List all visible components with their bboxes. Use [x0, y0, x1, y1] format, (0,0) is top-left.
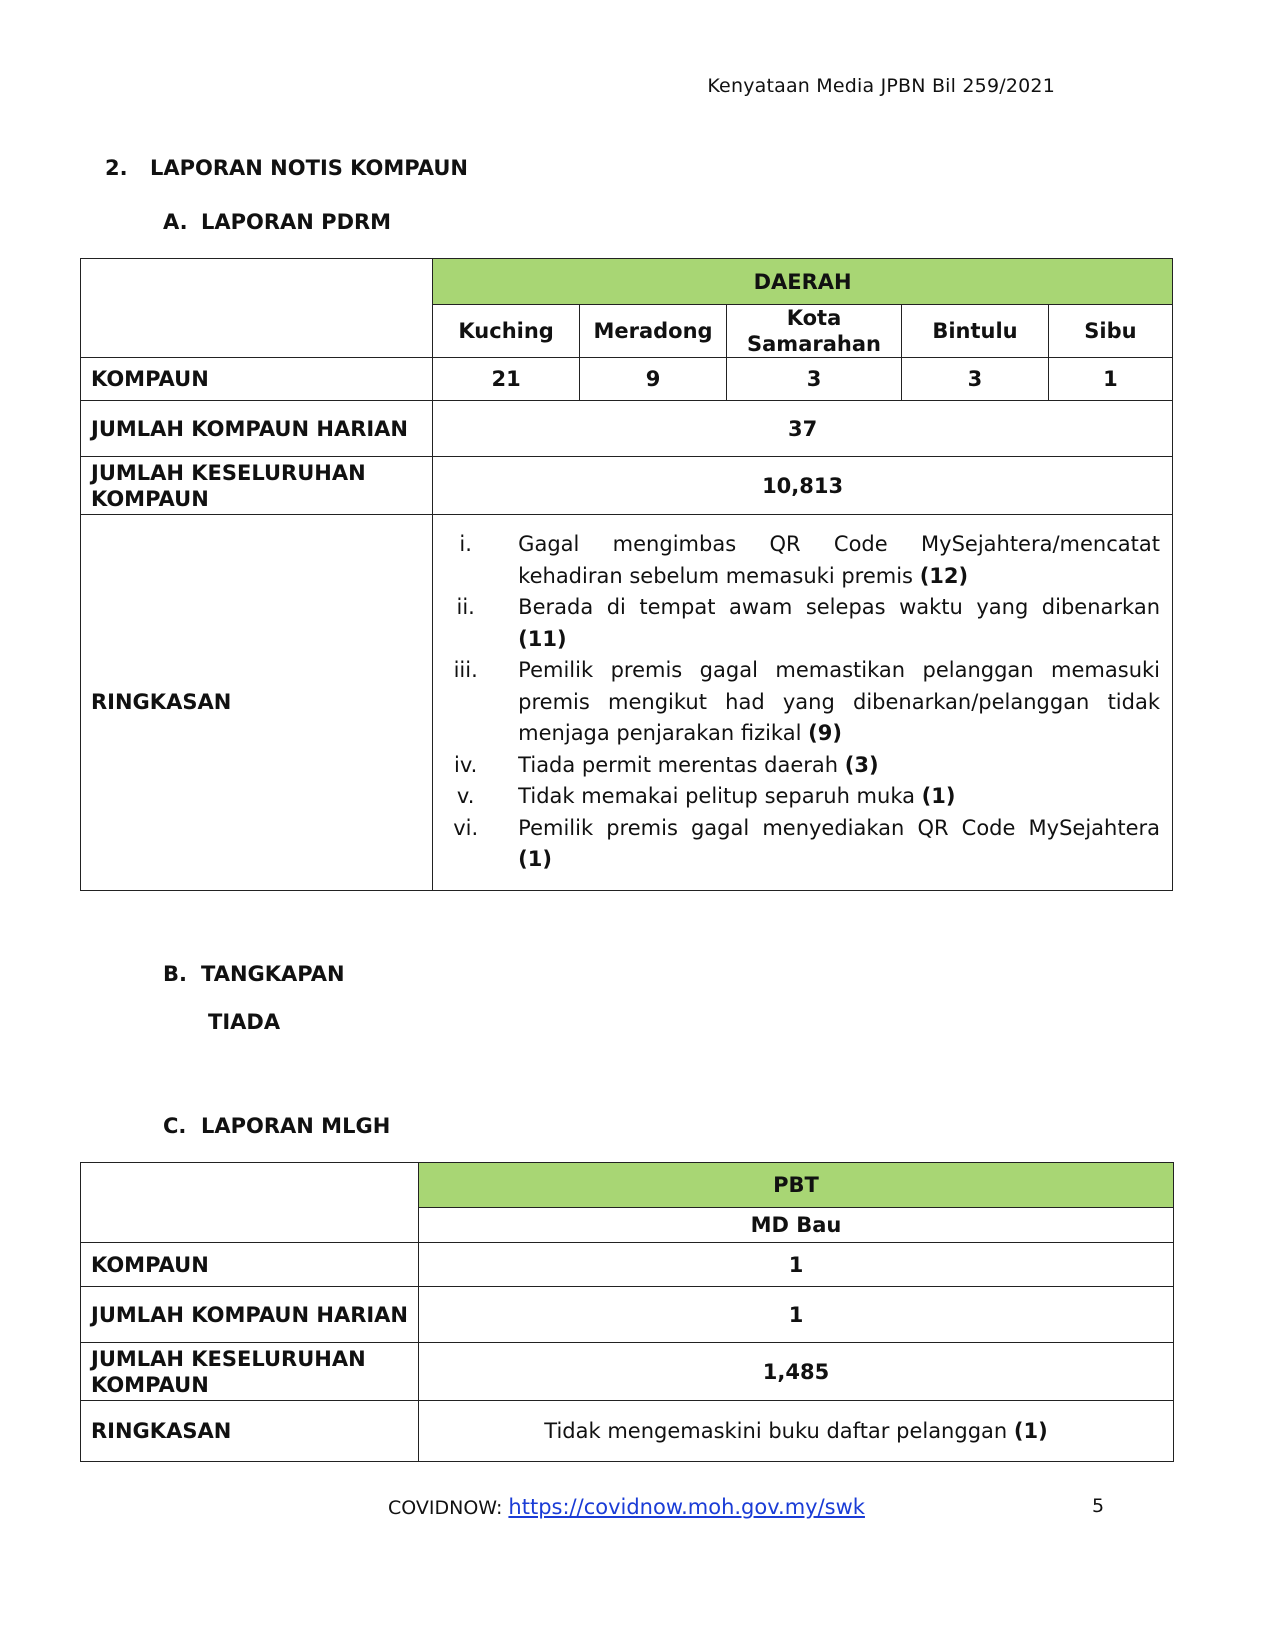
- covidnow-link[interactable]: https://covidnow.moh.gov.my/swk: [508, 1495, 865, 1519]
- kompaun-value: 3: [902, 358, 1049, 401]
- daily-total-label: JUMLAH KOMPAUN HARIAN: [81, 401, 433, 457]
- item-number: v.: [456, 784, 475, 808]
- summary-item: [433, 750, 1162, 782]
- arrest-status: TIADA: [208, 1010, 281, 1034]
- pbt-column-header: MD Bau: [419, 1208, 1174, 1243]
- pbt-header: PBT: [419, 1163, 1174, 1208]
- summary-label: RINGKASAN: [81, 515, 433, 891]
- item-number: i.: [459, 532, 472, 556]
- page-number: 5: [1092, 1495, 1105, 1517]
- part-b-letter: B.: [163, 962, 187, 986]
- item-text: Tiada permit merentas daerah: [518, 752, 839, 777]
- daily-total-value: 1: [419, 1287, 1174, 1343]
- daily-total-label: JUMLAH KOMPAUN HARIAN: [81, 1287, 419, 1343]
- overall-total-label: JUMLAH KESELURUHAN KOMPAUN: [81, 1343, 419, 1401]
- daily-total-value: 37: [433, 401, 1173, 457]
- daerah-header: DAERAH: [433, 259, 1173, 305]
- kompaun-label: KOMPAUN: [81, 358, 433, 401]
- item-count: (1): [518, 847, 552, 871]
- part-c-letter: C.: [163, 1114, 187, 1138]
- overall-total-value: 1,485: [419, 1343, 1174, 1401]
- item-count: (1): [921, 784, 956, 808]
- corner-cell: [81, 259, 433, 358]
- part-a-heading: [163, 210, 391, 234]
- part-b-title: TANGKAPAN: [201, 962, 345, 986]
- item-number: iv.: [454, 752, 478, 777]
- summary-cell: [433, 515, 1173, 891]
- item-text: Berada di tempat awam selepas waktu yang dibenarkan: [518, 595, 1160, 619]
- item-number: vi.: [453, 815, 479, 840]
- summary-item: [433, 592, 1162, 655]
- kompaun-value: 21: [433, 358, 580, 401]
- part-a-title: LAPORAN PDRM: [201, 210, 392, 234]
- overall-total-label: JUMLAH KESELURUHAN KOMPAUN: [81, 457, 433, 515]
- summary-item: [433, 813, 1162, 876]
- item-number: iii.: [453, 658, 478, 682]
- item-number: ii.: [456, 595, 475, 619]
- summary-label: RINGKASAN: [81, 1401, 419, 1462]
- pdrm-table: [80, 258, 1173, 891]
- item-text: Gagal mengimbas QR Code MySejahtera/mencatat kehadiran sebelum memasuki premis: [518, 532, 1160, 588]
- item-text: Tidak memakai pelitup separuh muka: [518, 784, 915, 808]
- kompaun-value: 1: [1048, 358, 1172, 401]
- footer-source: [388, 1495, 865, 1519]
- item-count: (12): [919, 563, 969, 588]
- summary-item: [433, 655, 1162, 750]
- summary-text: Tidak mengemaskini buku daftar pelanggan: [544, 1419, 1008, 1443]
- mlgh-table: [80, 1162, 1174, 1462]
- item-count: (9): [808, 721, 842, 745]
- summary-cell: [419, 1401, 1174, 1462]
- corner-cell: [81, 1163, 419, 1243]
- item-count: (11): [518, 626, 567, 651]
- kompaun-value: 9: [580, 358, 727, 401]
- summary-count: (1): [1013, 1419, 1048, 1443]
- item-text: Pemilik premis gagal memastikan pelanggan memasuki premis mengikut had yang dibenarkan/pelanggan tidak menjaga penjarakan fizikal: [518, 658, 1160, 745]
- district-header: Kuching: [433, 305, 580, 358]
- kompaun-label: KOMPAUN: [81, 1243, 419, 1287]
- summary-item: [433, 781, 1162, 813]
- district-header: Sibu: [1048, 305, 1172, 358]
- summary-item: [433, 529, 1162, 592]
- footer-source-label: COVIDNOW:: [388, 1497, 503, 1519]
- kompaun-value: 1: [419, 1243, 1174, 1287]
- part-c-title: LAPORAN MLGH: [201, 1114, 391, 1138]
- section-heading: [105, 156, 468, 180]
- district-header: Meradong: [580, 305, 727, 358]
- item-text: Pemilik premis gagal menyediakan QR Code MySejahtera: [518, 815, 1160, 840]
- section-number: 2.: [105, 156, 128, 180]
- section-title: LAPORAN NOTIS KOMPAUN: [150, 156, 468, 180]
- item-count: (3): [844, 752, 879, 777]
- district-header: Bintulu: [902, 305, 1049, 358]
- overall-total-value: 10,813: [433, 457, 1173, 515]
- district-header: Kota Samarahan: [726, 305, 901, 358]
- part-a-letter: A.: [163, 210, 188, 234]
- part-c-heading: [163, 1114, 390, 1138]
- part-b-heading: [163, 962, 345, 986]
- kompaun-value: 3: [726, 358, 901, 401]
- summary-list: [433, 515, 1162, 890]
- document-reference: Kenyataan Media JPBN Bil 259/2021: [707, 75, 1055, 97]
